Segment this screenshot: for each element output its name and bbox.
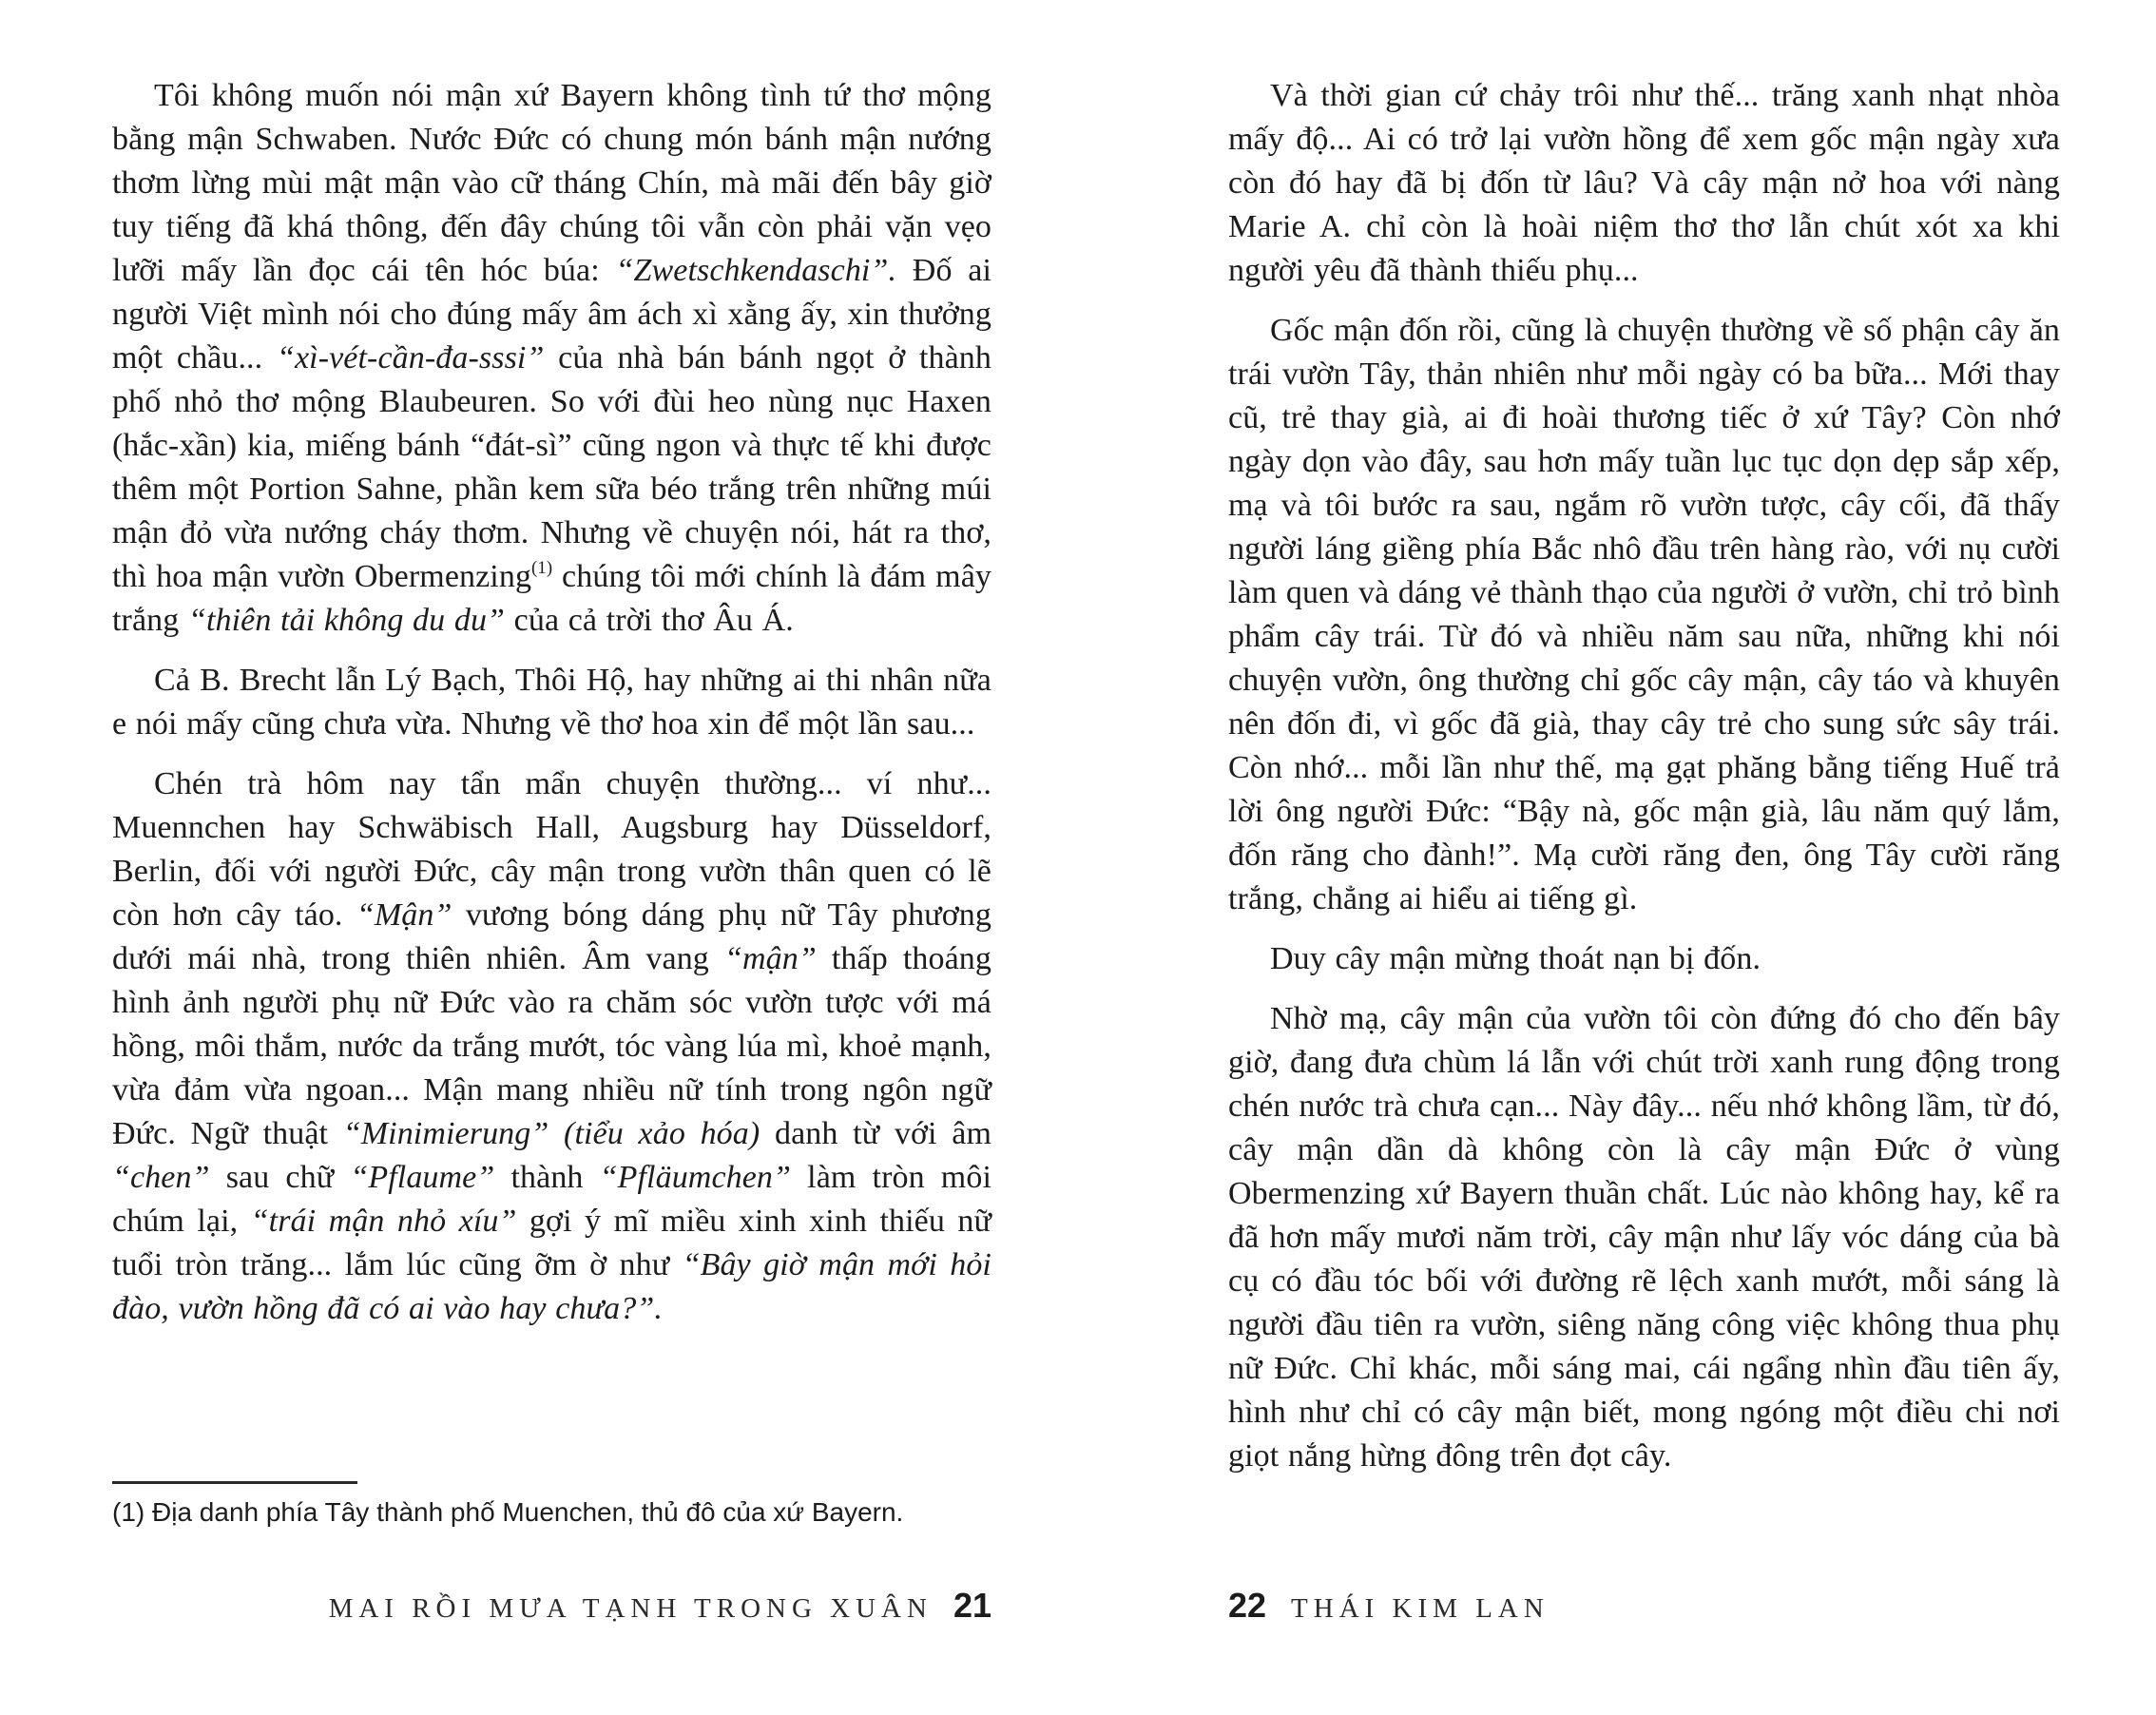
page-21 [112,0,991,1715]
footnote-rule [112,1481,357,1484]
paragraph [112,762,991,1331]
body-text: Chén trà hôm nay tẩn mẩn chuyện thường... ví như... Muennchen hay Schwäbisch Hall, Augsburg hay Düsseldorf, Berlin, đối với người Đức, cây mận trong vườn thân quen có lẽ còn hơn cây táo. [112,766,991,933]
body-text: Duy cây mận mừng thoát nạn bị đốn. [1270,941,1761,976]
emphasized-text: “Zwetschkendaschi”. [615,253,897,288]
body-text: Tôi không muốn nói mận xứ Bayern không tình tứ thơ mộng bằng mận Schwaben. Nước Đức có chung món bánh mận nướng thơm lừng mùi mật mận vào cữ tháng Chín, mà mãi đến bây giờ tuy tiếng đã khá thông, đến đây chúng tôi vẫn còn phải vặn vẹo lưỡi mấy lần đọc cái tên hóc búa: [112,78,991,288]
body-text: Gốc mận đốn rồi, cũng là chuyện thường về số phận cây ăn trái vườn Tây, thản nhiên như mỗi ngày có ba bữa... Mới thay cũ, trẻ thay già, ai đi hoài thương tiếc ở xứ Tây? Còn nhớ ngày dọn vào đây, sau hơn mấy tuần lục tục dọn dẹp sắp xếp, mạ và tôi bước ra sau, ngắm rõ vườn tược, cây cối, đã thấy người láng giềng phía Bắc nhô đầu trên hàng rào, với nụ cười làm quen và dáng vẻ thành thạo của người ở vườn, chỉ trỏ bình phẩm cây trái. Từ đó và nhiều năm sau nữa, những khi nói chuyện vườn, ông thường chỉ gốc cây mận, cây táo và khuyên nên đốn đi, vì gốc đã già, thay cây trẻ cho sung sức sây trái. Còn nhớ... mỗi lần như thế, mạ gạt phăng bằng tiếng Huế trả lời ông người Đức: “Bậy nà, gốc mận già, lâu năm quý lắm, đốn răng cho đành!”. Mạ cười răng đen, ông Tây cười răng trắng, chẳng ai hiểu ai tiếng gì. [1228,313,2060,916]
body-text: chúng tôi mới chính là đám mây trắng [112,559,991,638]
footnote-marker: (1) [531,558,553,578]
page-21-text-column [112,74,991,1331]
page-number-21: 21 [953,1586,991,1625]
body-text: Đố ai người Việt mình nói cho đúng mấy âm ách xì xằng ấy, xin thưởng một chầu... [112,253,991,376]
body-text: Nhờ mạ, cây mận của vườn tôi còn đứng đó cho đến bây giờ, đang đưa chùm lá lẫn với chút trời xanh rung động trong chén nước trà chưa cạn... Này đây... nếu nhớ không lầm, từ đó, cây mận dần dà không còn là cây mận Đức ở vùng Obermenzing xứ Bayern thuần chất. Lúc nào không hay, kể ra đã hơn mấy mươi năm trời, cây mận như lấy vóc dáng của bà cụ có đầu tóc bối với đường rẽ lệch xanh mướt, mỗi sáng là người đầu tiên ra vườn, siêng năng công việc không thua phụ nữ Đức. Chỉ khác, mỗi sáng mai, cái ngẩng nhìn đầu tiên ấy, hình như chỉ có cây mận biết, mong ngóng một điều chi nơi giọt nắng hừng đông trên đọt cây. [1228,1001,2060,1474]
emphasized-text: “chen” [112,1160,210,1195]
body-text: gợi ý mĩ miều xinh xinh thiếu nữ tuổi tròn trăng... lắm lúc cũng ỡm ờ như [112,1204,991,1282]
body-text: Và thời gian cứ chảy trôi như thế... trăng xanh nhạt nhòa mấy độ... Ai có trở lại vườn hồng để xem gốc mận ngày xưa còn đó hay đã bị đốn từ lâu? Và cây mận nở hoa với nàng Marie A. chỉ còn là hoài niệm thơ thơ lẫn chút xót xa khi người yêu đã thành thiếu phụ... [1228,78,2060,288]
body-text: sau chữ [209,1160,351,1195]
body-text: thấp thoáng hình ảnh người phụ nữ Đức vào ra chăm sóc vườn tược với má hồng, môi thắm, nước da trắng mướt, tóc vàng lúa mì, khoẻ mạnh, vừa đảm vừa ngoan... Mận mang nhiều nữ tính trong ngôn ngữ Đức. Ngữ thuật [112,941,991,1151]
body-text: thành [494,1160,600,1195]
running-title-author: THÁI KIM LAN [1291,1593,1550,1624]
body-text: danh từ với âm [760,1116,991,1151]
emphasized-text: “Pfläumchen” [599,1160,792,1195]
paragraph [1228,74,2060,293]
body-text: Cả B. Brecht lẫn Lý Bạch, Thôi Hộ, hay những ai thi nhân nữa e nói mấy cũng chưa vừa. Nhưng về thơ hoa xin để một lần sau... [112,663,991,742]
page-21-footer [112,1586,991,1626]
page-number-22: 22 [1228,1586,1267,1625]
emphasized-text: “xì-vét-cần-đa-sssi” [276,340,545,376]
emphasized-text: “mận” [723,941,817,976]
page-22 [1228,0,2060,1715]
body-text: của cả trời thơ Âu Á. [505,603,794,638]
running-title-book: MAI RỒI MƯA TẠNH TRONG XUÂN [328,1593,933,1624]
paragraph [1228,309,2060,921]
body-text: của nhà bán bánh ngọt ở thành phố nhỏ thơ mộng Blaubeuren. So với đùi heo nùng nục Haxen (hắc-xần) kia, miếng bánh “đát-sì” cũng ngon và thực tế khi được thêm một Portion Sahne, phần kem sữa béo trắng trên những múi mận đỏ vừa nướng cháy thơm. Nhưng về chuyện nói, hát ra thơ, thì hoa mận vườn Obermenzing [112,340,991,594]
emphasized-text: “Pflaume” [350,1160,495,1195]
paragraph [112,659,991,746]
emphasized-text: “thiên tải không du du” [187,603,506,638]
paragraph [1228,937,2060,981]
page-22-text-column [1228,74,2060,1478]
paragraph [112,74,991,643]
body-text: làm tròn môi chúm lại, [112,1160,991,1239]
emphasized-text: “Mận” [356,897,452,933]
footnote-block [112,1481,991,1530]
emphasized-text: “Minimierung” (tiểu xảo hóa) [342,1116,760,1151]
page-22-footer [1228,1586,2060,1626]
footnote-text: (1) Địa danh phía Tây thành phố Muenchen, thủ đô của xứ Bayern. [112,1497,904,1527]
emphasized-text: “Bây giờ mận mới hỏi đào, vườn hồng đã có ai vào hay chưa?”. [112,1247,991,1326]
body-text: vương bóng dáng phụ nữ Tây phương dưới mái nhà, trong thiên nhiên. Âm vang [112,897,991,976]
emphasized-text: “trái mận nhỏ xíu” [250,1204,517,1239]
paragraph [1228,997,2060,1478]
